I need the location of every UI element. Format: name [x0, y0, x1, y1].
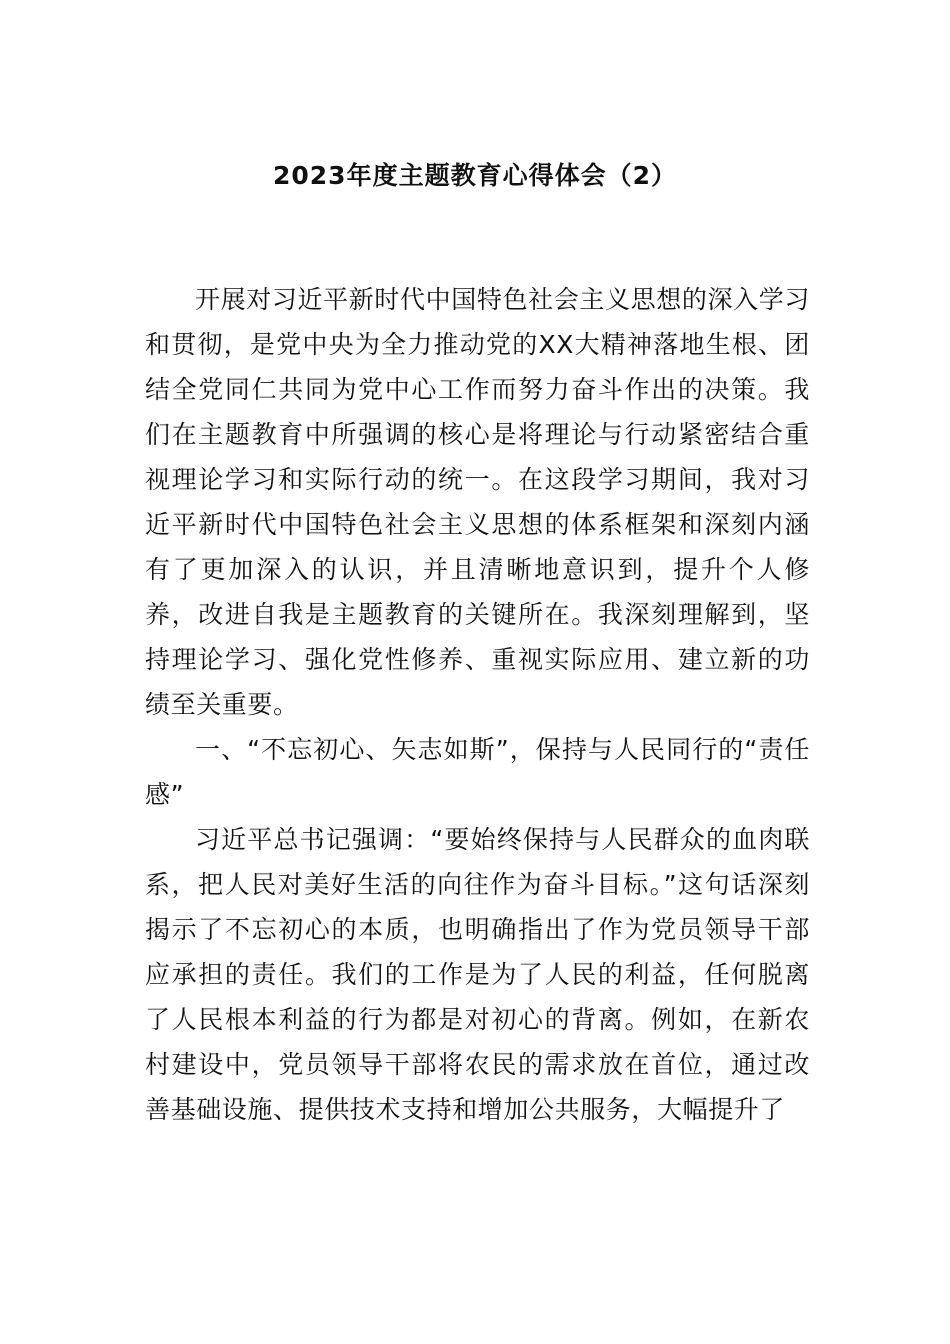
section-heading-1: 一、“不忘初心、矢志如斯”，保持与人民同行的“责任感”	[145, 735, 810, 809]
document-body	[145, 277, 810, 1132]
paragraph-section-1: 习近平总书记强调：“要始终保持与人民群众的血肉联系，把人民对美好生活的向往作为奋斗目标。”这句话深刻揭示了不忘初心的本质，也明确指出了作为党员领导干部应承担的责任。我们的工作是为了人民的利益，任何脱离了人民根本利益的行为都是对初心的背离。例如，在新农村建设中，党员领导干部将农民的需求放在首位，通过改善基础设施、提供技术支持和增加公共服务，大幅提升了	[145, 825, 810, 1124]
document-title: 2023年度主题教育心得体会（2）	[273, 161, 677, 190]
paragraph-intro: 开展对习近平新时代中国特色社会主义思想的深入学习和贯彻，是党中央为全力推动党的XX大精神落地生根、团结全党同仁共同为党中心工作而努力奋斗作出的决策。我们在主题教育中所强调的核心是将理论与行动紧密结合重视理论学习和实际行动的统一。在这段学习期间，我对习近平新时代中国特色社会主义思想的体系框架和深刻内涵有了更加深入的认识，并且清晰地意识到，提升个人修养，改进自我是主题教育的关键所在。我深刻理解到，坚持理论学习、强化党性修养、重视实际应用、建立新的功绩至关重要。	[145, 285, 810, 719]
